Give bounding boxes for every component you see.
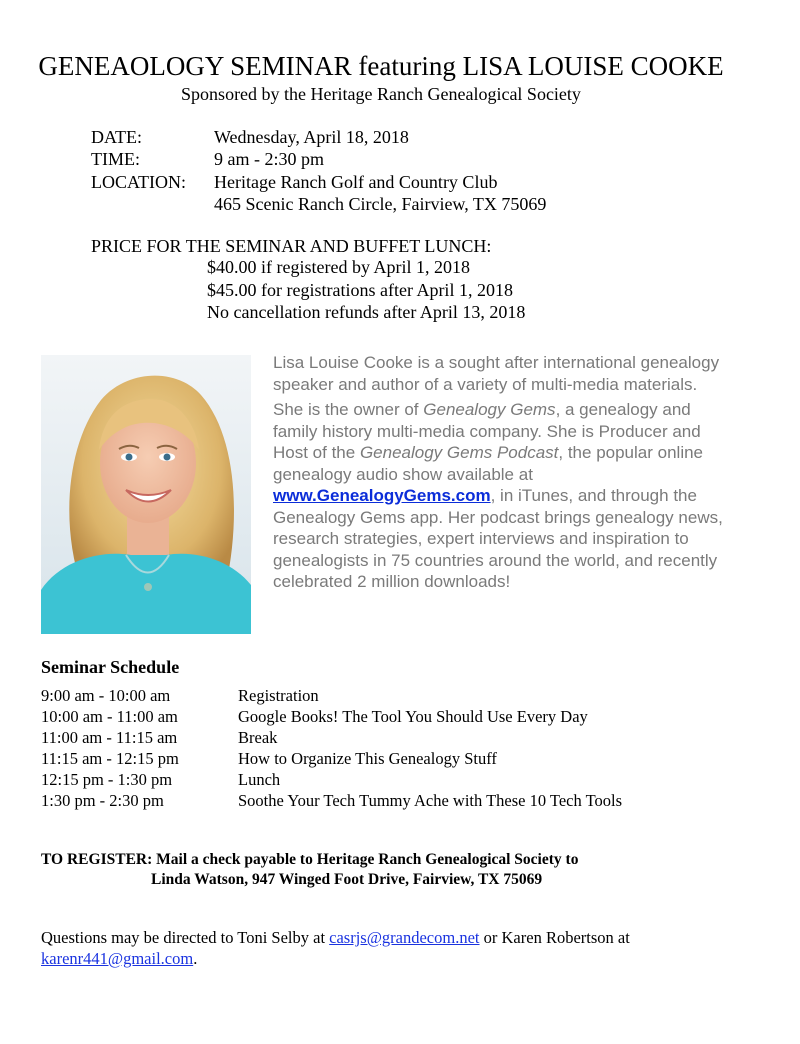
location-line-1: Heritage Ranch Golf and Country Club <box>214 172 498 192</box>
schedule-title: Seminar Schedule <box>41 657 180 677</box>
bio-text: , a genealogy and family history multi-media company. She is Producer and Host of the <box>273 400 701 462</box>
bio-text: , in iTunes, and through the Genealogy Gems app. Her podcast brings genealogy news, research strategies, expert interviews and inspiration to genealogists in 75 countries around the world, and recently celebrated 2 million downloads! <box>273 486 723 591</box>
schedule-time: 11:15 am - 12:15 pm <box>41 749 179 768</box>
speaker-portrait-image <box>41 355 251 634</box>
location-label: LOCATION: <box>91 172 186 192</box>
date-value: Wednesday, April 18, 2018 <box>214 127 409 147</box>
schedule-time: 1:30 pm - 2:30 pm <box>41 791 164 810</box>
time-label: TIME: <box>91 149 140 169</box>
questions-text: or Karen Robertson at <box>479 928 630 947</box>
schedule-event: Soothe Your Tech Tummy Ache with These 10 Tech Tools <box>238 791 622 810</box>
price-line: No cancellation refunds after April 13, 2018 <box>207 302 526 322</box>
schedule-event: Lunch <box>238 770 281 789</box>
price-heading: PRICE FOR THE SEMINAR AND BUFFET LUNCH: <box>91 236 492 256</box>
register-line-2: Linda Watson, 947 Winged Foot Drive, Fairview, TX 75069 <box>151 871 543 888</box>
schedule-time: 12:15 pm - 1:30 pm <box>41 770 173 789</box>
schedule-event: Break <box>238 728 278 747</box>
questions-text: . <box>193 949 198 968</box>
questions-line-1 <box>41 928 630 948</box>
price-line: $45.00 for registrations after April 1, 2018 <box>207 280 513 300</box>
website-link[interactable]: www.GenealogyGems.com <box>273 486 491 505</box>
page-subtitle: Sponsored by the Heritage Ranch Genealogical Society <box>181 84 581 104</box>
company-name: Genealogy Gems <box>423 400 556 419</box>
bio-paragraph-1: Lisa Louise Cooke is a sought after international genealogy speaker and author of a variety of multi-media materials. <box>273 353 720 394</box>
schedule-event: Google Books! The Tool You Should Use Every Day <box>238 707 588 726</box>
price-line: $40.00 if registered by April 1, 2018 <box>207 257 470 277</box>
speaker-photo <box>41 355 251 634</box>
schedule-time: 10:00 am - 11:00 am <box>41 707 178 726</box>
schedule-time: 11:00 am - 11:15 am <box>41 728 178 747</box>
questions-line-2 <box>41 949 197 969</box>
email-link-karen[interactable]: karenr441@gmail.com <box>41 949 194 968</box>
location-line-2: 465 Scenic Ranch Circle, Fairview, TX 75069 <box>214 194 547 214</box>
schedule-time: 9:00 am - 10:00 am <box>41 686 171 705</box>
bio-text: , the popular online genealogy audio show available at <box>273 443 703 484</box>
schedule-event: How to Organize This Genealogy Stuff <box>238 749 497 768</box>
bio-text: She is the owner of <box>273 400 424 419</box>
register-line-1: TO REGISTER: Mail a check payable to Heritage Ranch Genealogical Society to <box>41 851 579 868</box>
questions-text: Questions may be directed to Toni Selby at <box>41 928 330 947</box>
bio-paragraph-2 <box>273 399 733 593</box>
podcast-name: Genealogy Gems Podcast <box>359 443 559 462</box>
date-label: DATE: <box>91 127 142 147</box>
time-value: 9 am - 2:30 pm <box>214 149 324 169</box>
schedule-event: Registration <box>238 686 319 705</box>
speaker-bio <box>273 352 733 597</box>
email-link-toni[interactable]: casrjs@grandecom.net <box>329 928 480 947</box>
page-title: GENEAOLOGY SEMINAR featuring LISA LOUISE COOKE <box>38 51 724 81</box>
